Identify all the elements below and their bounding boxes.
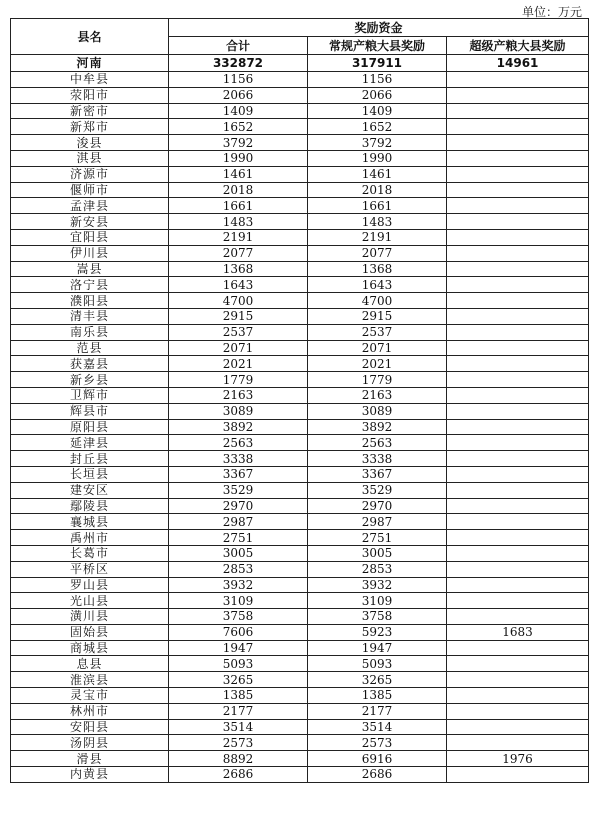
regular-reward-cell: 1947 <box>308 640 447 656</box>
county-name-cell: 禹州市 <box>11 530 169 546</box>
regular-reward-cell: 3265 <box>308 672 447 688</box>
super-reward-cell <box>447 498 589 514</box>
county-name-cell: 偃师市 <box>11 182 169 198</box>
regular-reward-cell: 1156 <box>308 72 447 88</box>
table-row <box>11 119 589 135</box>
regular-reward-cell: 2563 <box>308 435 447 451</box>
super-reward-cell <box>447 403 589 419</box>
super-reward-cell <box>447 577 589 593</box>
table-row <box>11 387 589 403</box>
county-name-cell: 固始县 <box>11 624 169 640</box>
county-name-cell: 淮滨县 <box>11 672 169 688</box>
regular-reward-cell: 2018 <box>308 182 447 198</box>
total-cell: 2853 <box>169 561 308 577</box>
county-name-cell: 潢川县 <box>11 609 169 625</box>
regular-reward-cell: 6916 <box>308 751 447 767</box>
super-reward-cell <box>447 277 589 293</box>
table-row <box>11 719 589 735</box>
total-cell: 1643 <box>169 277 308 293</box>
super-reward-cell <box>447 214 589 230</box>
super-reward-cell <box>447 119 589 135</box>
super-reward-cell <box>447 387 589 403</box>
total-cell: 2177 <box>169 703 308 719</box>
reward-group-header: 奖励资金 <box>169 19 589 37</box>
super-reward-cell <box>447 166 589 182</box>
county-name-cell: 新密市 <box>11 103 169 119</box>
regular-reward-cell: 3792 <box>308 135 447 151</box>
total-cell: 1156 <box>169 72 308 88</box>
super-reward-header: 超级产粮大县奖励 <box>447 37 589 55</box>
county-name-cell: 洛宁县 <box>11 277 169 293</box>
county-header: 县名 <box>11 19 169 55</box>
county-name-cell: 鄢陵县 <box>11 498 169 514</box>
regular-reward-cell: 1385 <box>308 688 447 704</box>
super-reward-cell <box>447 150 589 166</box>
total-cell: 2573 <box>169 735 308 751</box>
regular-reward-cell: 1368 <box>308 261 447 277</box>
province-name: 河南 <box>11 55 169 72</box>
super-reward-cell <box>447 451 589 467</box>
super-reward-cell <box>447 372 589 388</box>
regular-reward-cell: 2163 <box>308 387 447 403</box>
regular-reward-cell: 2751 <box>308 530 447 546</box>
super-reward-cell <box>447 324 589 340</box>
regular-reward-cell: 3109 <box>308 593 447 609</box>
county-name-cell: 灵宝市 <box>11 688 169 704</box>
super-reward-cell <box>447 229 589 245</box>
county-name-cell: 安阳县 <box>11 719 169 735</box>
table-row <box>11 530 589 546</box>
total-cell: 1779 <box>169 372 308 388</box>
county-name-cell: 新乡县 <box>11 372 169 388</box>
total-cell: 8892 <box>169 751 308 767</box>
regular-reward-cell: 2191 <box>308 229 447 245</box>
county-name-cell: 浚县 <box>11 135 169 151</box>
regular-reward-cell: 3529 <box>308 482 447 498</box>
super-reward-cell <box>447 688 589 704</box>
table-row <box>11 640 589 656</box>
total-cell: 2563 <box>169 435 308 451</box>
total-cell: 3932 <box>169 577 308 593</box>
table-row <box>11 751 589 767</box>
total-cell: 1409 <box>169 103 308 119</box>
regular-reward-cell: 1483 <box>308 214 447 230</box>
total-cell: 7606 <box>169 624 308 640</box>
total-cell: 1368 <box>169 261 308 277</box>
table-row <box>11 624 589 640</box>
total-cell: 2686 <box>169 767 308 783</box>
regular-reward-cell: 1990 <box>308 150 447 166</box>
table-row <box>11 103 589 119</box>
table-row <box>11 466 589 482</box>
table-row <box>11 214 589 230</box>
regular-reward-cell: 3514 <box>308 719 447 735</box>
province-total-row <box>11 55 589 72</box>
table-row <box>11 198 589 214</box>
total-cell: 2077 <box>169 245 308 261</box>
super-reward-cell <box>447 466 589 482</box>
county-name-cell: 淇县 <box>11 150 169 166</box>
total-cell: 2537 <box>169 324 308 340</box>
total-cell: 2066 <box>169 87 308 103</box>
county-name-cell: 宜阳县 <box>11 229 169 245</box>
regular-reward-cell: 3892 <box>308 419 447 435</box>
regular-reward-cell: 1643 <box>308 277 447 293</box>
unit-label: 单位：万元 <box>521 5 582 19</box>
table-row <box>11 767 589 783</box>
table-row <box>11 277 589 293</box>
county-name-cell: 辉县市 <box>11 403 169 419</box>
total-cell: 1483 <box>169 214 308 230</box>
table-row <box>11 182 589 198</box>
total-cell: 2191 <box>169 229 308 245</box>
county-name-cell: 濮阳县 <box>11 293 169 309</box>
total-cell: 2021 <box>169 356 308 372</box>
regular-reward-cell: 3089 <box>308 403 447 419</box>
regular-reward-cell: 1661 <box>308 198 447 214</box>
county-name-cell: 中牟县 <box>11 72 169 88</box>
county-name-cell: 光山县 <box>11 593 169 609</box>
table-header <box>11 19 589 55</box>
county-name-cell: 建安区 <box>11 482 169 498</box>
county-name-cell: 平桥区 <box>11 561 169 577</box>
table-row <box>11 656 589 672</box>
super-reward-cell <box>447 103 589 119</box>
total-cell: 3892 <box>169 419 308 435</box>
total-cell: 3792 <box>169 135 308 151</box>
regular-reward-cell: 2915 <box>308 308 447 324</box>
table-row <box>11 688 589 704</box>
total-cell: 3338 <box>169 451 308 467</box>
regular-reward-cell: 1409 <box>308 103 447 119</box>
regular-reward-cell: 2077 <box>308 245 447 261</box>
county-name-cell: 罗山县 <box>11 577 169 593</box>
super-reward-cell <box>447 530 589 546</box>
table-row <box>11 403 589 419</box>
total-cell: 1990 <box>169 150 308 166</box>
regular-reward-cell: 2537 <box>308 324 447 340</box>
table-row <box>11 135 589 151</box>
super-reward-cell: 1976 <box>447 751 589 767</box>
regular-reward-cell: 3367 <box>308 466 447 482</box>
county-name-cell: 范县 <box>11 340 169 356</box>
total-cell: 3367 <box>169 466 308 482</box>
total-cell: 1461 <box>169 166 308 182</box>
super-reward-cell <box>447 340 589 356</box>
county-name-cell: 原阳县 <box>11 419 169 435</box>
county-name-cell: 获嘉县 <box>11 356 169 372</box>
table-row <box>11 372 589 388</box>
total-cell: 3109 <box>169 593 308 609</box>
regular-reward-cell: 2686 <box>308 767 447 783</box>
total-cell: 1385 <box>169 688 308 704</box>
total-cell: 3758 <box>169 609 308 625</box>
regular-reward-cell: 2970 <box>308 498 447 514</box>
regular-reward-cell: 5923 <box>308 624 447 640</box>
regular-reward-cell: 3338 <box>308 451 447 467</box>
table-row <box>11 703 589 719</box>
total-cell: 2751 <box>169 530 308 546</box>
super-reward-cell: 1683 <box>447 624 589 640</box>
county-name-cell: 长葛市 <box>11 545 169 561</box>
total-header: 合计 <box>169 37 308 55</box>
super-reward-cell <box>447 719 589 735</box>
table-row <box>11 609 589 625</box>
county-name-cell: 南乐县 <box>11 324 169 340</box>
table-row <box>11 356 589 372</box>
table-row <box>11 593 589 609</box>
county-name-cell: 伊川县 <box>11 245 169 261</box>
super-reward-cell <box>447 609 589 625</box>
table-row <box>11 229 589 245</box>
regular-reward-cell: 2573 <box>308 735 447 751</box>
county-name-cell: 息县 <box>11 656 169 672</box>
table-row <box>11 308 589 324</box>
super-reward-cell <box>447 87 589 103</box>
super-reward-cell <box>447 767 589 783</box>
table-row <box>11 561 589 577</box>
super-reward-cell <box>447 435 589 451</box>
super-reward-cell <box>447 261 589 277</box>
super-reward-cell <box>447 672 589 688</box>
county-name-cell: 延津县 <box>11 435 169 451</box>
super-reward-cell <box>447 419 589 435</box>
total-cell: 2163 <box>169 387 308 403</box>
county-name-cell: 商城县 <box>11 640 169 656</box>
province-total: 332872 <box>169 55 308 72</box>
super-reward-cell <box>447 656 589 672</box>
table-row <box>11 482 589 498</box>
table-row <box>11 166 589 182</box>
county-name-cell: 卫辉市 <box>11 387 169 403</box>
total-cell: 3005 <box>169 545 308 561</box>
regular-reward-cell: 3932 <box>308 577 447 593</box>
table-row <box>11 672 589 688</box>
county-name-cell: 新安县 <box>11 214 169 230</box>
county-name-cell: 荥阳市 <box>11 87 169 103</box>
regular-reward-cell: 1779 <box>308 372 447 388</box>
table-row <box>11 340 589 356</box>
table-row <box>11 293 589 309</box>
county-name-cell: 清丰县 <box>11 308 169 324</box>
county-name-cell: 汤阴县 <box>11 735 169 751</box>
total-cell: 4700 <box>169 293 308 309</box>
table-row <box>11 577 589 593</box>
super-reward-cell <box>447 545 589 561</box>
regular-reward-cell: 2853 <box>308 561 447 577</box>
table-row <box>11 435 589 451</box>
county-name-cell: 林州市 <box>11 703 169 719</box>
super-reward-cell <box>447 308 589 324</box>
county-name-cell: 嵩县 <box>11 261 169 277</box>
county-name-cell: 内黄县 <box>11 767 169 783</box>
super-reward-cell <box>447 482 589 498</box>
total-cell: 2915 <box>169 308 308 324</box>
regular-reward-cell: 2021 <box>308 356 447 372</box>
regular-reward-cell: 1652 <box>308 119 447 135</box>
province-regular: 317911 <box>308 55 447 72</box>
table-row <box>11 72 589 88</box>
table-row <box>11 545 589 561</box>
county-name-cell: 新郑市 <box>11 119 169 135</box>
super-reward-cell <box>447 198 589 214</box>
province-super: 14961 <box>447 55 589 72</box>
total-cell: 1947 <box>169 640 308 656</box>
regular-reward-cell: 5093 <box>308 656 447 672</box>
super-reward-cell <box>447 135 589 151</box>
total-cell: 1661 <box>169 198 308 214</box>
county-name-cell: 济源市 <box>11 166 169 182</box>
regular-reward-cell: 2987 <box>308 514 447 530</box>
total-cell: 3529 <box>169 482 308 498</box>
total-cell: 3265 <box>169 672 308 688</box>
regular-reward-cell: 3758 <box>308 609 447 625</box>
total-cell: 2071 <box>169 340 308 356</box>
super-reward-cell <box>447 703 589 719</box>
table-row <box>11 451 589 467</box>
regular-reward-cell: 2177 <box>308 703 447 719</box>
super-reward-cell <box>447 182 589 198</box>
table-row <box>11 735 589 751</box>
county-name-cell: 封丘县 <box>11 451 169 467</box>
regular-reward-cell: 3005 <box>308 545 447 561</box>
super-reward-cell <box>447 293 589 309</box>
regular-reward-cell: 4700 <box>308 293 447 309</box>
table-row <box>11 245 589 261</box>
total-cell: 2018 <box>169 182 308 198</box>
table-row <box>11 150 589 166</box>
table-body <box>11 55 589 783</box>
table-row <box>11 419 589 435</box>
super-reward-cell <box>447 72 589 88</box>
regular-reward-header: 常规产粮大县奖励 <box>308 37 447 55</box>
table-row <box>11 87 589 103</box>
table-row <box>11 324 589 340</box>
total-cell: 2970 <box>169 498 308 514</box>
total-cell: 3089 <box>169 403 308 419</box>
regular-reward-cell: 1461 <box>308 166 447 182</box>
super-reward-cell <box>447 514 589 530</box>
super-reward-cell <box>447 245 589 261</box>
total-cell: 1652 <box>169 119 308 135</box>
super-reward-cell <box>447 640 589 656</box>
table-row <box>11 514 589 530</box>
super-reward-cell <box>447 735 589 751</box>
reward-table <box>10 18 589 783</box>
county-name-cell: 滑县 <box>11 751 169 767</box>
regular-reward-cell: 2071 <box>308 340 447 356</box>
super-reward-cell <box>447 593 589 609</box>
county-name-cell: 襄城县 <box>11 514 169 530</box>
super-reward-cell <box>447 356 589 372</box>
super-reward-cell <box>447 561 589 577</box>
county-name-cell: 孟津县 <box>11 198 169 214</box>
county-name-cell: 长垣县 <box>11 466 169 482</box>
total-cell: 5093 <box>169 656 308 672</box>
table-row <box>11 498 589 514</box>
total-cell: 3514 <box>169 719 308 735</box>
table-row <box>11 261 589 277</box>
regular-reward-cell: 2066 <box>308 87 447 103</box>
total-cell: 2987 <box>169 514 308 530</box>
